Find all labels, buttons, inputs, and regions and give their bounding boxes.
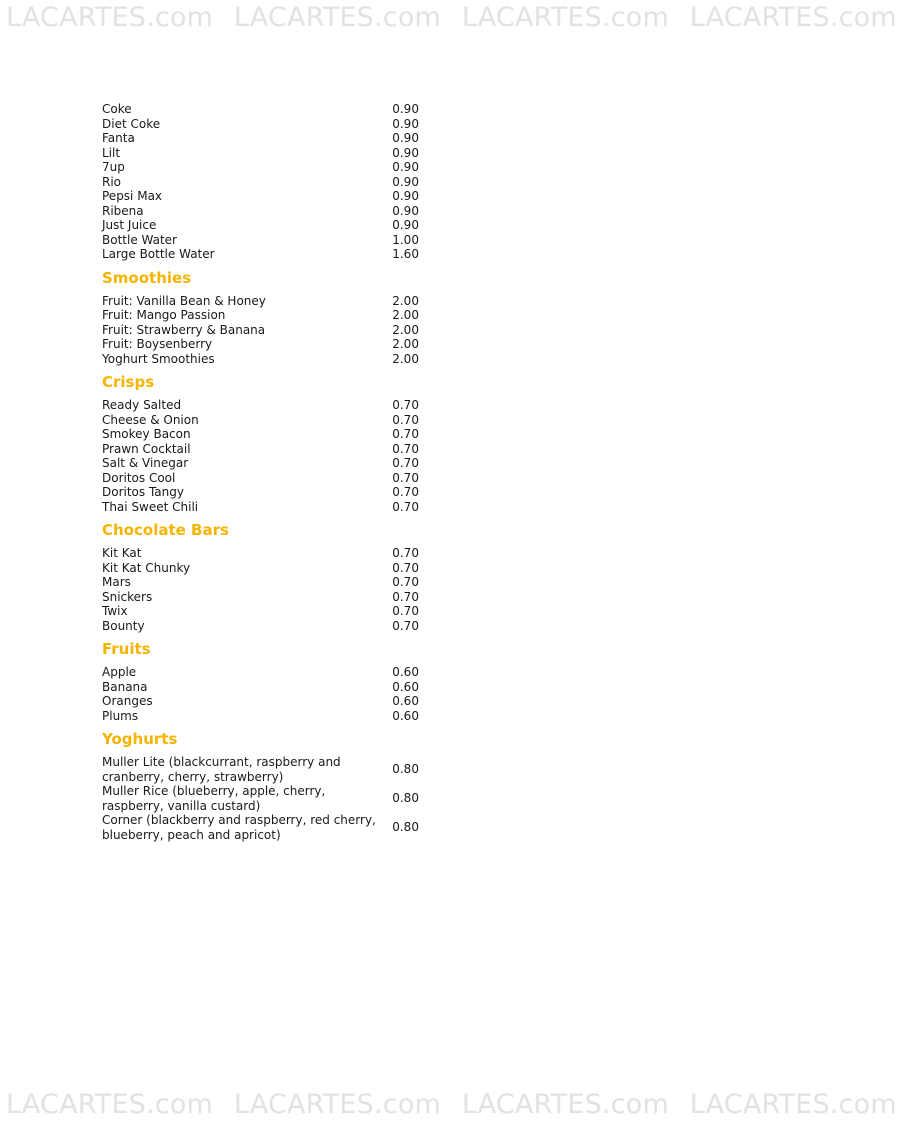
section-title: Chocolate Bars xyxy=(102,521,229,539)
item-name-line: raspberry, vanilla custard) xyxy=(102,798,261,813)
item-price: 0.90 xyxy=(392,174,419,189)
item-name: 7up xyxy=(102,160,125,174)
item-price: 0.90 xyxy=(392,189,419,203)
menu-item xyxy=(102,337,432,352)
menu-item xyxy=(102,413,432,428)
item-name: Fruit: Strawberry & Banana xyxy=(102,322,266,337)
watermark-text: LACARTES.com xyxy=(6,1089,214,1120)
menu-item xyxy=(102,784,432,813)
item-price: 1.60 xyxy=(392,247,419,261)
item-name: Plums xyxy=(102,708,139,723)
menu-item xyxy=(102,485,432,500)
item-name: Doritos Cool xyxy=(102,470,176,485)
item-price: 0.60 xyxy=(392,694,419,708)
menu-item xyxy=(102,204,432,219)
item-name: Bounty xyxy=(102,618,145,633)
item-price: 0.90 xyxy=(392,116,419,131)
menu-item xyxy=(102,709,432,724)
item-price: 0.70 xyxy=(392,546,419,560)
menu-item xyxy=(102,471,432,486)
item-name: Prawn Cocktail xyxy=(102,441,191,456)
item-name: Large Bottle Water xyxy=(102,247,215,261)
item-name: Salt & Vinegar xyxy=(102,456,189,470)
item-name: Ribena xyxy=(102,203,144,218)
item-price: 0.70 xyxy=(392,456,419,470)
item-name: Twix xyxy=(102,604,128,618)
item-price: 0.70 xyxy=(392,398,419,412)
menu-item xyxy=(102,500,432,515)
item-price: 0.70 xyxy=(392,604,419,618)
item-price: 0.70 xyxy=(392,499,419,514)
menu-item xyxy=(102,233,432,248)
item-name: Cheese & Onion xyxy=(102,412,199,427)
item-price: 0.70 xyxy=(392,427,419,441)
menu-item xyxy=(102,218,432,233)
item-price: 0.70 xyxy=(392,485,419,499)
section-title: Fruits xyxy=(102,640,151,658)
menu-item xyxy=(102,604,432,619)
item-name: Fruit: Vanilla Bean & Honey xyxy=(102,293,266,308)
item-price: 0.90 xyxy=(392,218,419,232)
item-name xyxy=(102,755,392,784)
section-yoghurts xyxy=(102,730,432,842)
menu-item xyxy=(102,146,432,161)
menu-item xyxy=(102,247,432,262)
watermark-text: LACARTES.com xyxy=(233,2,442,33)
item-price: 0.80 xyxy=(392,791,419,806)
item-name: Yoghurt Smoothies xyxy=(102,351,215,366)
item-price: 2.00 xyxy=(392,293,419,308)
watermark-text: LACARTES.com xyxy=(461,1089,669,1120)
menu-item xyxy=(102,680,432,695)
item-name: Oranges xyxy=(102,694,153,708)
item-price: 0.90 xyxy=(392,102,419,116)
menu-item xyxy=(102,546,432,561)
menu-item xyxy=(102,398,432,413)
item-name: Kit Kat xyxy=(102,546,142,560)
menu-list xyxy=(102,102,432,842)
item-price: 0.80 xyxy=(392,762,419,777)
section-crisps xyxy=(102,373,432,514)
item-name: Pepsi Max xyxy=(102,189,163,203)
menu-item xyxy=(102,117,432,132)
menu-item xyxy=(102,189,432,204)
menu-item xyxy=(102,619,432,634)
item-price: 0.90 xyxy=(392,145,419,160)
item-price: 0.70 xyxy=(392,470,419,485)
menu-item xyxy=(102,427,432,442)
item-price: 0.70 xyxy=(392,618,419,633)
item-price: 2.00 xyxy=(392,351,419,366)
item-price: 0.60 xyxy=(392,679,419,694)
menu-item xyxy=(102,308,432,323)
item-price: 0.60 xyxy=(392,665,419,679)
item-name-line: Muller Lite (blackcurrant, raspberry and xyxy=(102,755,341,769)
section-fruits xyxy=(102,640,432,723)
watermark-text: LACARTES.com xyxy=(461,2,669,33)
item-name: Just Juice xyxy=(102,218,157,232)
item-price: 1.00 xyxy=(392,232,419,247)
menu-item xyxy=(102,175,432,190)
watermark-text: LACARTES.com xyxy=(689,2,897,33)
item-name: Banana xyxy=(102,679,148,694)
item-price: 2.00 xyxy=(392,308,419,322)
item-name: Rio xyxy=(102,174,122,189)
item-name: Kit Kat Chunky xyxy=(102,560,191,575)
item-price: 0.90 xyxy=(392,160,419,174)
watermark-bottom xyxy=(0,1089,897,1120)
item-name: Bottle Water xyxy=(102,232,177,247)
menu-item xyxy=(102,102,432,117)
menu-item xyxy=(102,456,432,471)
item-price: 2.00 xyxy=(392,337,419,351)
item-name-line: cranberry, cherry, strawberry) xyxy=(102,769,284,784)
item-name: Apple xyxy=(102,665,137,679)
section-chocolate-bars xyxy=(102,521,432,633)
menu-item xyxy=(102,575,432,590)
menu-item xyxy=(102,160,432,175)
watermark-text: LACARTES.com xyxy=(233,1089,442,1120)
item-name: Lilt xyxy=(102,145,121,160)
menu-item xyxy=(102,590,432,605)
watermark-top xyxy=(0,2,897,33)
menu-item xyxy=(102,294,432,309)
item-name xyxy=(102,813,392,842)
item-name: Doritos Tangy xyxy=(102,485,184,499)
section-drinks xyxy=(102,102,432,262)
item-name: Thai Sweet Chili xyxy=(102,499,199,514)
item-price: 0.80 xyxy=(392,820,419,835)
menu-item xyxy=(102,131,432,146)
item-name-line: Corner (blackberry and raspberry, red cherry, xyxy=(102,813,376,827)
menu-item xyxy=(102,755,432,784)
item-price: 0.70 xyxy=(392,560,419,575)
item-price: 0.70 xyxy=(392,589,419,604)
menu-item xyxy=(102,665,432,680)
item-name: Fanta xyxy=(102,131,135,145)
menu-item xyxy=(102,813,432,842)
item-name: Mars xyxy=(102,575,131,589)
item-name: Coke xyxy=(102,102,132,116)
section-title: Crisps xyxy=(102,373,155,391)
item-price: 0.70 xyxy=(392,575,419,589)
section-title: Smoothies xyxy=(102,268,192,287)
item-name: Diet Coke xyxy=(102,116,161,131)
menu-item xyxy=(102,352,432,367)
item-name: Smokey Bacon xyxy=(102,427,191,441)
item-name: Fruit: Boysenberry xyxy=(102,337,213,351)
menu-item xyxy=(102,694,432,709)
item-price: 0.90 xyxy=(392,131,419,145)
item-name xyxy=(102,784,392,813)
watermark-text: LACARTES.com xyxy=(6,2,214,33)
item-price: 0.70 xyxy=(392,412,419,427)
menu-item xyxy=(102,323,432,338)
item-price: 0.70 xyxy=(392,441,419,456)
item-name-line: Muller Rice (blueberry, apple, cherry, xyxy=(102,784,326,798)
item-name: Snickers xyxy=(102,589,153,604)
item-price: 0.60 xyxy=(392,708,419,723)
item-name: Fruit: Mango Passion xyxy=(102,308,226,322)
menu-item xyxy=(102,561,432,576)
menu-item xyxy=(102,442,432,457)
section-title: Yoghurts xyxy=(102,730,178,748)
watermark-text: LACARTES.com xyxy=(689,1089,897,1120)
item-price: 2.00 xyxy=(392,322,419,337)
item-name-line: blueberry, peach and apricot) xyxy=(102,827,281,842)
item-price: 0.90 xyxy=(392,203,419,218)
section-smoothies xyxy=(102,269,432,367)
item-name: Ready Salted xyxy=(102,398,182,412)
